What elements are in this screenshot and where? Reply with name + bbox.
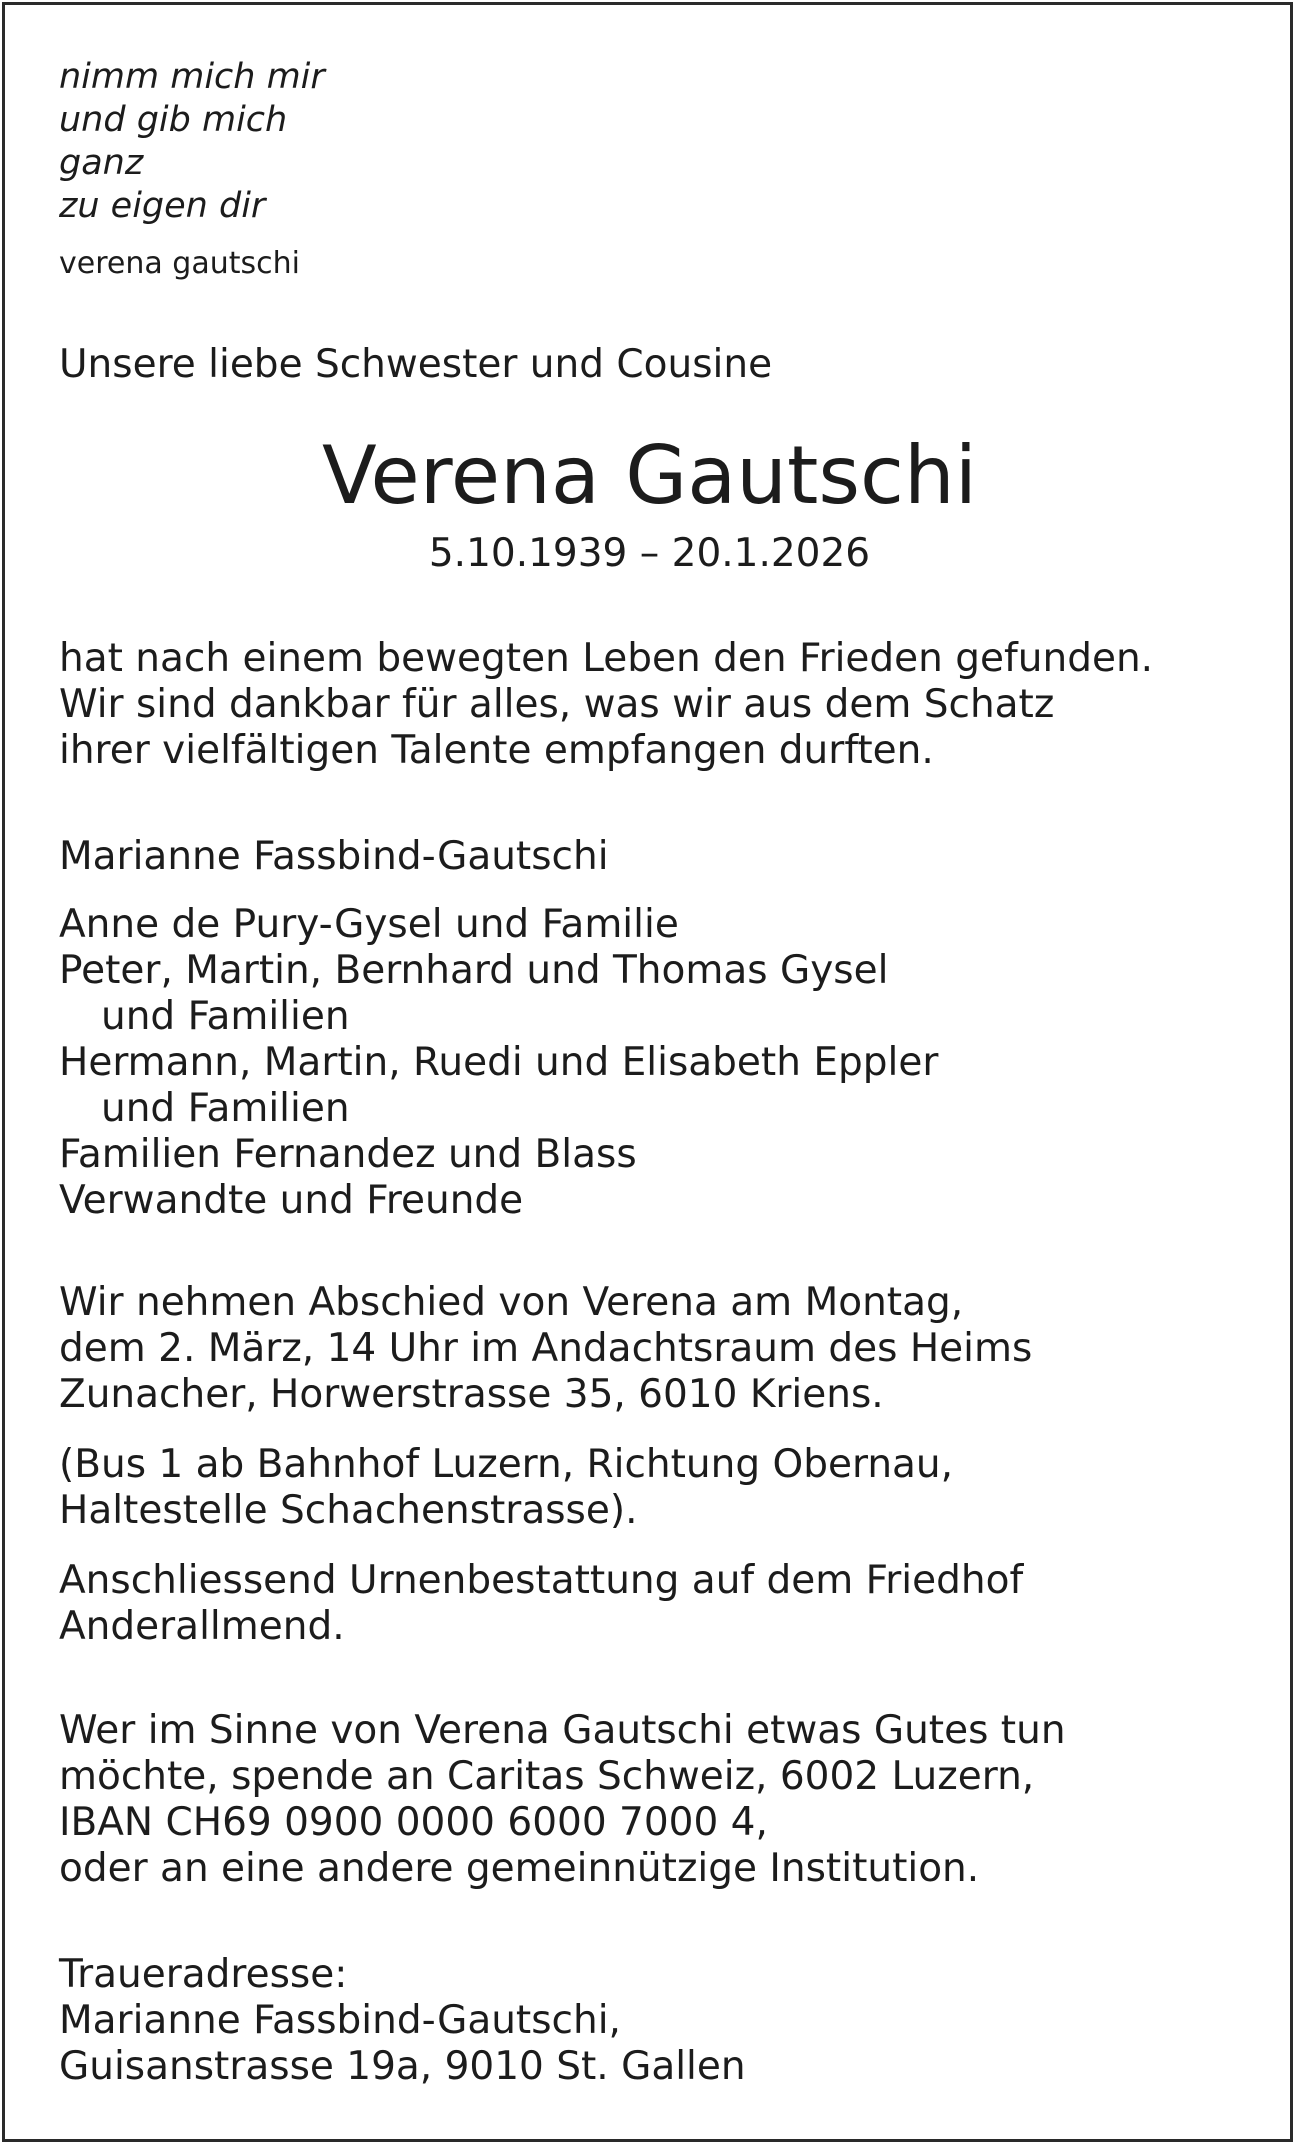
mourner-line: Peter, Martin, Bernhard und Thomas Gysel	[59, 948, 889, 993]
poem-line: ganz	[59, 143, 144, 183]
mourner-line: Verwandte und Freunde	[59, 1178, 524, 1223]
donation-line: oder an eine andere gemeinnützige Institution.	[59, 1846, 980, 1891]
mourner-line: und Familien	[101, 1086, 350, 1131]
address-line: Marianne Fassbind-Gautschi,	[59, 1998, 621, 2043]
mourner-line: und Familien	[101, 994, 350, 1039]
farewell-line: dem 2. März, 14 Uhr im Andachtsraum des Heims	[59, 1326, 1033, 1371]
deceased-name: Verena Gautschi	[322, 429, 977, 522]
donation-line: möchte, spende an Caritas Schweiz, 6002 Luzern,	[59, 1754, 1035, 1799]
address-line: Guisanstrasse 19a, 9010 St. Gallen	[59, 2044, 746, 2089]
poem-line: zu eigen dir	[59, 186, 266, 226]
mourner-line: Hermann, Martin, Ruedi und Elisabeth Eppler	[59, 1040, 939, 1085]
message-line: Wir sind dankbar für alles, was wir aus dem Schatz	[59, 682, 1055, 727]
mourner-line: Familien Fernandez und Blass	[59, 1132, 637, 1177]
mourner-line: Anne de Pury-Gysel und Familie	[59, 902, 679, 947]
address-line: Traueradresse:	[59, 1952, 348, 1997]
farewell-line: Zunacher, Horwerstrasse 35, 6010 Kriens.	[59, 1372, 884, 1417]
donation-line: Wer im Sinne von Verena Gautschi etwas Gutes tun	[59, 1708, 1066, 1753]
message-line: ihrer vielfältigen Talente empfangen durften.	[59, 728, 934, 773]
donation-line: IBAN CH69 0900 0000 6000 7000 4,	[59, 1800, 768, 1845]
burial-line: Anderallmend.	[59, 1604, 345, 1649]
bus-line: Haltestelle Schachenstrasse).	[59, 1488, 638, 1533]
intro-text: Unsere liebe Schwester und Cousine	[59, 342, 773, 387]
bus-line: (Bus 1 ab Bahnhof Luzern, Richtung Obernau,	[59, 1442, 954, 1487]
mourner-first: Marianne Fassbind-Gautschi	[59, 834, 609, 879]
poem-line: nimm mich mir	[59, 57, 325, 97]
deceased-dates: 5.10.1939 – 20.1.2026	[428, 531, 871, 576]
message-line: hat nach einem bewegten Leben den Frieden gefunden.	[59, 636, 1154, 681]
farewell-line: Wir nehmen Abschied von Verena am Montag,	[59, 1280, 964, 1325]
burial-line: Anschliessend Urnenbestattung auf dem Friedhof	[59, 1558, 1024, 1603]
poem-line: und gib mich	[59, 100, 288, 140]
poem-author: verena gautschi	[59, 246, 300, 281]
